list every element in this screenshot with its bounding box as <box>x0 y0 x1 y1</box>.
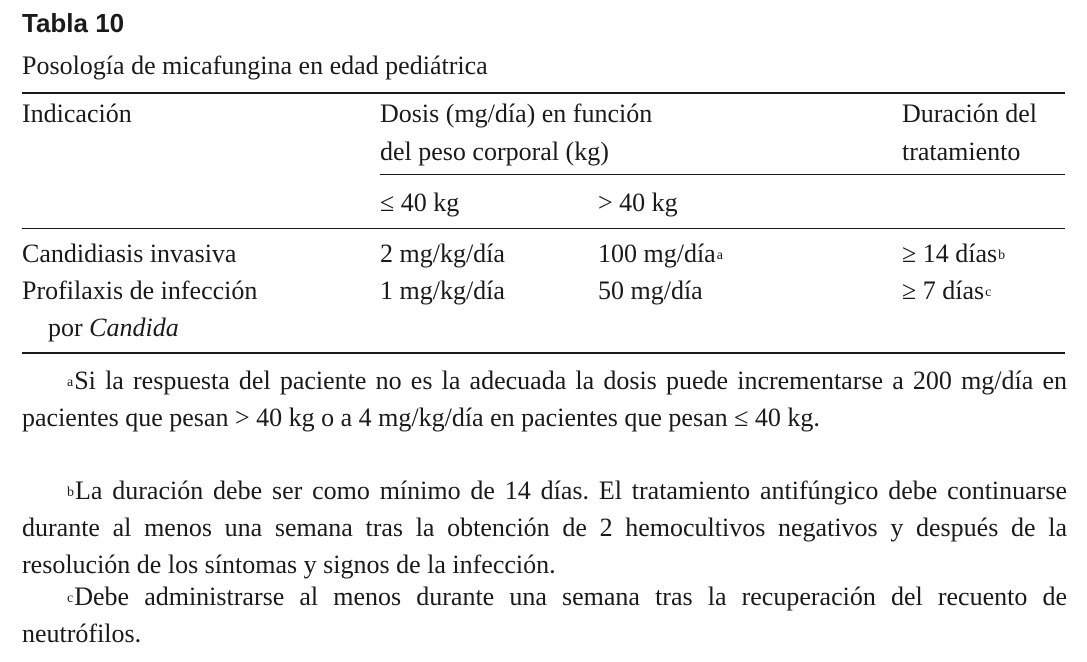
footnote-c-text: Debe administrarse al menos durante una semana tras la recuperación del recuento de neutrófilos. <box>22 582 1067 648</box>
table-title: Tabla 10 <box>22 8 125 38</box>
header-dosis-line2: del peso corporal (kg) <box>380 137 609 166</box>
table-mid-rule <box>22 228 1065 229</box>
row2-gt40: 50 mg/día <box>598 276 703 305</box>
footnote-c <box>22 578 1067 652</box>
row2-duracion-value: ≥ 7 días <box>902 276 985 305</box>
header-sub-rule <box>380 174 1065 175</box>
footnote-a-marker: a <box>67 375 74 390</box>
header-dosis-line1: Dosis (mg/día) en función <box>380 99 653 128</box>
row2-indicacion-italic: Candida <box>89 313 179 342</box>
header-gt40: > 40 kg <box>598 188 678 217</box>
row2-duracion <box>902 272 991 310</box>
footnote-ref-a: a <box>716 248 723 263</box>
header-le40: ≤ 40 kg <box>380 188 460 217</box>
row1-duracion <box>902 235 1005 273</box>
footnote-a-text: Si la respuesta del paciente no es la adecuada la dosis puede incrementarse a 200 mg/día en pacientes que pesan > 40 kg o a 4 mg/kg/día en pacientes que pesan ≤ 40 kg. <box>22 366 1067 432</box>
row1-duracion-value: ≥ 14 días <box>902 239 998 268</box>
footnote-b-text: La duración debe ser como mínimo de 14 días. El tratamiento antifúngico debe continuarse durante al menos una semana tras la obtención de 2 hemocultivos negativos y después de la resolución de los síntomas y signos de la infección. <box>22 476 1067 579</box>
footnote-c-marker: c <box>67 591 74 606</box>
footnote-a <box>22 362 1067 436</box>
row2-indicacion-line2 <box>48 309 179 347</box>
row1-gt40 <box>598 235 723 273</box>
header-duracion-line2: tratamiento <box>902 137 1021 166</box>
footnote-b-marker: b <box>67 485 74 500</box>
row1-indicacion: Candidiasis invasiva <box>22 239 237 268</box>
row2-le40: 1 mg/kg/día <box>380 276 505 305</box>
row2-indicacion-line1: Profilaxis de infección <box>22 276 258 305</box>
footnote-ref-c: c <box>985 285 992 300</box>
row2-indicacion-prefix: por <box>48 313 90 342</box>
footnote-ref-b: b <box>998 248 1006 263</box>
table-subtitle: Posología de micafungina en edad pediátrica <box>22 51 488 80</box>
row1-gt40-value: 100 mg/día <box>598 239 716 268</box>
footnote-b <box>22 472 1067 583</box>
header-duracion-line1: Duración del <box>902 99 1038 128</box>
table-bottom-rule <box>22 352 1065 354</box>
row1-le40: 2 mg/kg/día <box>380 239 505 268</box>
table-top-rule <box>22 92 1065 94</box>
header-indicacion: Indicación <box>22 99 132 128</box>
